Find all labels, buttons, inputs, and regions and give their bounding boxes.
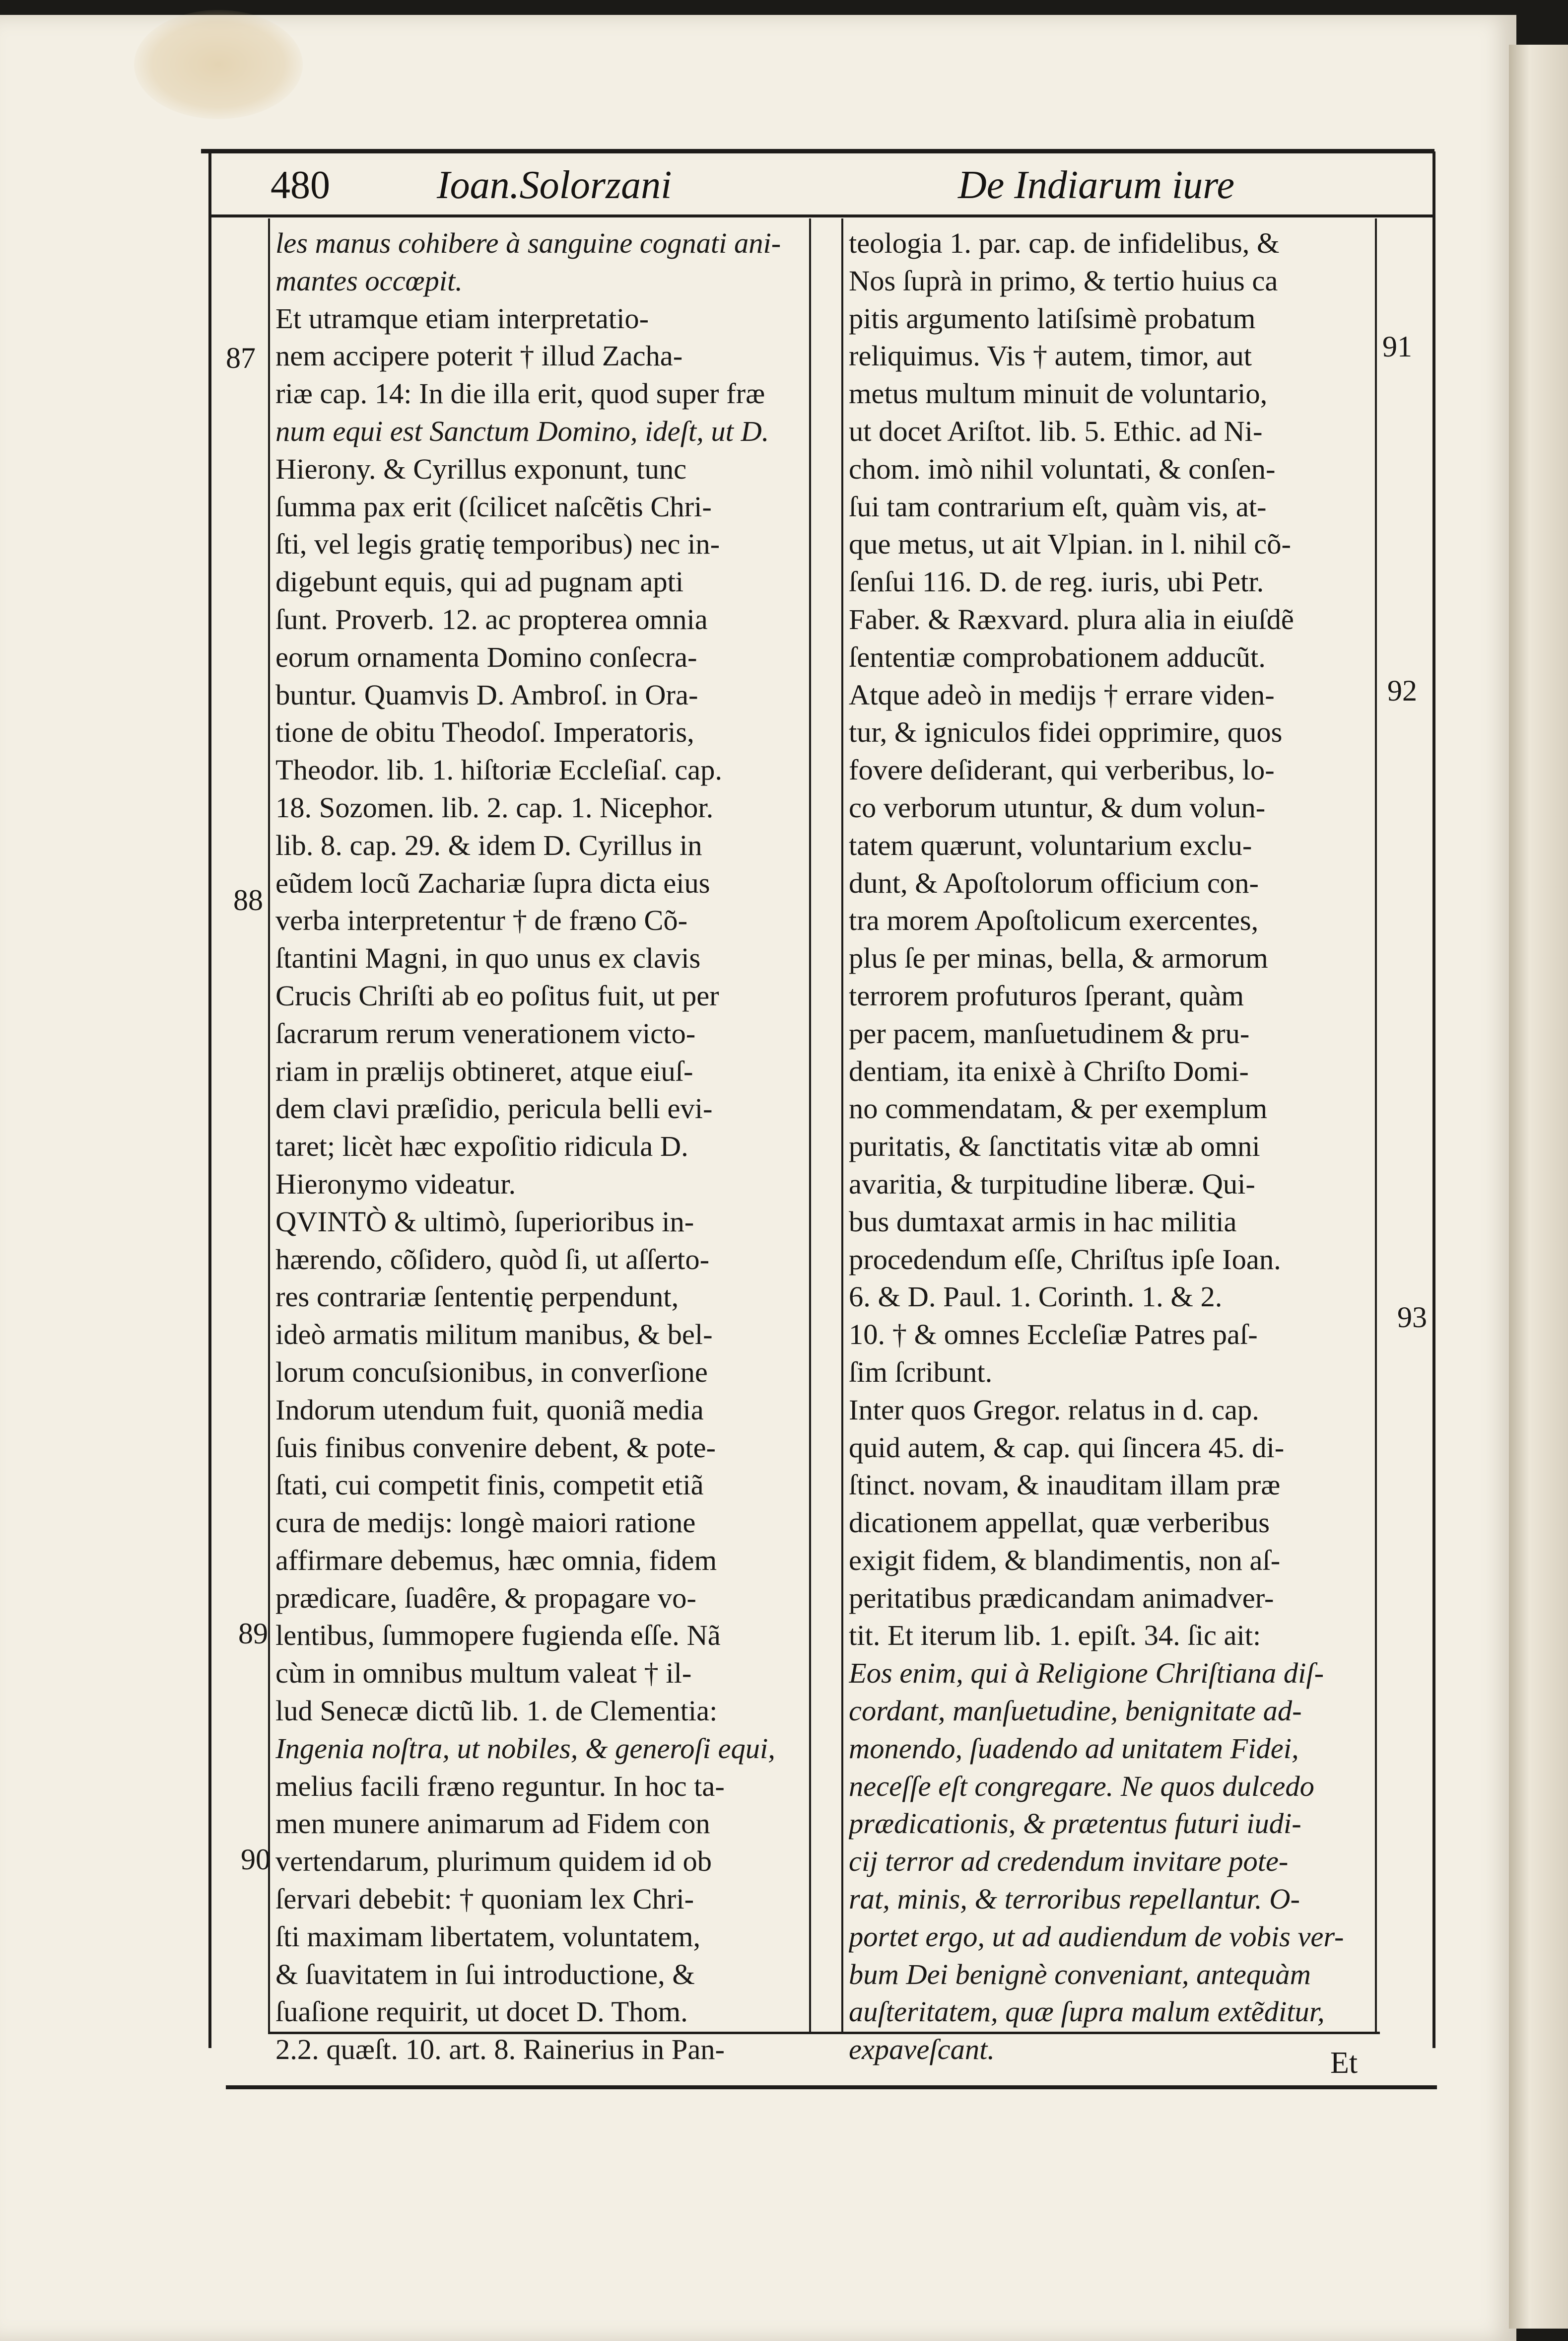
left-column-line: Hieronymo videatur.	[275, 1167, 516, 1200]
right-column-line: procedendum eſſe, Chriſtus ipſe Ioan.	[849, 1243, 1281, 1276]
right-column-line: ut docet Ariſtot. lib. 5. Ethic. ad Ni-	[849, 415, 1263, 447]
water-stain	[134, 10, 303, 119]
left-column-line: men munere animarum ad Fidem con	[275, 1807, 710, 1840]
running-title: De Indiarum iure	[958, 163, 1234, 207]
bottom-rule	[226, 2085, 1437, 2089]
left-column-line: digebunt equis, qui ad pugnam apti	[275, 566, 684, 598]
right-column-line: puritatis, & ſanctitatis vitæ ab omni	[849, 1130, 1260, 1163]
left-column-line: ſti maximam libertatem, voluntatem,	[275, 1920, 701, 1953]
left-column-line: Indorum utendum fuit, quoniã media	[275, 1393, 704, 1426]
right-column-line: fovere deſiderant, qui verberibus, lo-	[849, 754, 1275, 786]
left-column-line: eorum ornamenta Domino conſecra-	[275, 640, 697, 673]
right-column-line: exigit fidem, & blandimentis, non aſ-	[849, 1544, 1281, 1576]
right-column-right-rule	[1375, 218, 1377, 2033]
left-column-line: lib. 8. cap. 29. & idem D. Cyrillus in	[275, 829, 702, 861]
right-column-line: ſententiæ comprobationem adducũt.	[849, 640, 1266, 673]
right-column-line: reliquimus. Vis † autem, timor, aut	[849, 340, 1252, 372]
margin-number-89: 89	[238, 1617, 268, 1650]
right-column-line: 6. & D. Paul. 1. Corinth. 1. & 2.	[849, 1280, 1223, 1313]
margin-number-88: 88	[233, 884, 263, 917]
margin-number-87: 87	[226, 342, 256, 374]
right-column-line: bus dumtaxat armis in hac militia	[849, 1205, 1237, 1238]
left-text-column	[275, 224, 807, 2068]
right-column-line: Faber. & Ræxvard. plura alia in eiuſdẽ	[849, 603, 1294, 636]
right-column-line: dentiam, ita enixè à Chriſto Domi-	[849, 1055, 1249, 1087]
left-column-line: QVINTÒ & ultimò, ſuperioribus in-	[275, 1205, 694, 1238]
right-column-line: rat, minis, & terroribus repellantur. O-	[849, 1883, 1300, 1915]
right-column-line: avaritia, & turpitudine liberæ. Qui-	[849, 1167, 1255, 1200]
right-column-line: tit. Et iterum lib. 1. epiſt. 34. ſic ait:	[849, 1619, 1261, 1652]
left-column-line: ſervari debebit: † quoniam lex Chri-	[275, 1883, 694, 1915]
right-column-line: co verborum utuntur, & dum volun-	[849, 791, 1266, 824]
right-column-line: tatem quærunt, voluntarium exclu-	[849, 829, 1252, 861]
right-column-line: terrorem profuturos ſperant, quàm	[849, 979, 1244, 1012]
left-column-line: eũdem locũ Zachariæ ſupra dicta eius	[275, 866, 710, 899]
right-column-line: bum Dei benignè conveniant, antequàm	[849, 1958, 1311, 1990]
left-column-line: num equi est Sanctum Domino, ideſt, ut D.	[275, 415, 769, 447]
left-column-line: lud Senecæ dictũ lib. 1. de Clementia:	[275, 1695, 718, 1727]
left-column-line: ſtati, cui competit finis, competit etiã	[275, 1469, 704, 1501]
right-column-line: expaveſcant.	[849, 2033, 995, 2066]
left-column-line: affirmare debemus, hæc omnia, fidem	[275, 1544, 717, 1576]
left-column-left-rule	[268, 218, 270, 2033]
left-column-line: ſunt. Proverb. 12. ac propterea omnia	[275, 603, 708, 636]
left-column-line: Hierony. & Cyrillus exponunt, tunc	[275, 452, 687, 485]
running-author: Ioan.Solorzani	[437, 163, 672, 207]
right-column-line: no commendatam, & per exemplum	[849, 1092, 1268, 1125]
right-column-line: ſtinct. novam, & inauditam illam præ	[849, 1469, 1281, 1501]
left-column-line: dem clavi præſidio, pericula belli evi-	[275, 1092, 713, 1125]
margin-number-90: 90	[241, 1843, 271, 1876]
right-column-line: portet ergo, ut ad audiendum de vobis ver-	[849, 1920, 1344, 1953]
left-column-line: & ſuavitatem in ſui introductione, &	[275, 1958, 695, 1990]
left-column-line: res contrariæ ſententię perpendunt,	[275, 1280, 679, 1313]
left-column-line: ſacrarum rerum venerationem victo-	[275, 1017, 696, 1050]
right-column-line: peritatibus prædicandam animadver-	[849, 1581, 1274, 1614]
left-column-line: ſuis finibus convenire debent, & pote-	[275, 1431, 716, 1464]
margin-number-91: 91	[1382, 330, 1412, 363]
left-column-line: tione de obitu Theodoſ. Imperatoris,	[275, 716, 694, 749]
right-column-line: plus ſe per minas, bella, & armorum	[849, 942, 1268, 975]
left-column-line: riam in prælijs obtineret, atque eiuſ-	[275, 1055, 693, 1087]
right-column-line: Nos ſuprà in primo, & tertio huius ca	[849, 264, 1278, 297]
right-column-line: ſui tam contrarium eſt, quàm vis, at-	[849, 490, 1267, 523]
right-column-line: que metus, ut ait Vlpian. in l. nihil cõ-	[849, 528, 1291, 561]
left-column-line: vertendarum, plurimum quidem id ob	[275, 1845, 712, 1878]
right-column-line: cij terror ad credendum invitare pote-	[849, 1845, 1289, 1878]
page-number: 480	[271, 163, 330, 207]
left-column-line: verba interpretentur † de fræno Cõ-	[275, 904, 688, 937]
left-column-line: Ingenia noſtra, ut nobiles, & generoſi equi,	[275, 1732, 775, 1765]
next-page-edge	[1509, 45, 1568, 2329]
left-column-line: Theodor. lib. 1. hiſtoriæ Eccleſiaſ. cap.	[275, 754, 723, 786]
right-column-line: Atque adeò in medijs † errare viden-	[849, 678, 1275, 711]
left-column-line: lorum concuſsionibus, in converſione	[275, 1355, 708, 1388]
catchword: Et	[1330, 2046, 1358, 2080]
left-column-right-rule	[809, 218, 811, 2033]
left-column-line: cùm in omnibus multum valeat † il-	[275, 1657, 692, 1690]
right-column-line: Inter quos Gregor. relatus in d. cap.	[849, 1393, 1259, 1426]
right-column-line: pitis argumento latiſsimè probatum	[849, 302, 1256, 335]
left-column-line: buntur. Quamvis D. Ambroſ. in Ora-	[275, 678, 698, 711]
left-column-line: mantes occœpit.	[275, 264, 463, 297]
left-column-line: Et utramque etiam interpretatio-	[275, 302, 649, 335]
left-column-line: les manus cohibere à sanguine cognati ani-	[275, 227, 781, 259]
right-column-line: tur, & igniculos fidei opprimire, quos	[849, 716, 1283, 749]
right-text-column	[849, 224, 1372, 2068]
right-column-line: teologia 1. par. cap. de infidelibus, &	[849, 227, 1280, 259]
left-column-line: hærendo, cõſidero, quòd ſi, ut aſſerto-	[275, 1243, 710, 1276]
right-column-left-rule	[841, 218, 843, 2033]
left-column-line: ſti, vel legis gratię temporibus) nec in-	[275, 528, 720, 561]
right-column-line: Eos enim, qui à Religione Chriſtiana diſ-	[849, 1657, 1324, 1690]
top-rule	[201, 149, 1434, 153]
left-column-line: lentibus, ſummopere fugienda eſſe. Nã	[275, 1619, 721, 1652]
right-column-line: cordant, manſuetudine, benignitate ad-	[849, 1695, 1302, 1727]
right-column-line: neceſſe eſt congregare. Ne quos dulcedo	[849, 1770, 1314, 1802]
left-column-line: ideò armatis militum manibus, & bel-	[275, 1318, 713, 1351]
left-column-line: ſuaſione requirit, ut docet D. Thom.	[275, 1995, 688, 2028]
left-column-line: cura de medijs: longè maiori ratione	[275, 1506, 696, 1539]
left-column-line: Crucis Chriſti ab eo poſitus fuit, ut per	[275, 979, 719, 1012]
right-column-line: tra morem Apoſtolicum exercentes,	[849, 904, 1259, 937]
right-column-line: dicationem appellat, quæ verberibus	[849, 1506, 1270, 1539]
left-column-line: melius facili fræno reguntur. In hoc ta-	[275, 1770, 725, 1802]
left-column-line: ſumma pax erit (ſcilicet naſcẽtis Chri-	[275, 490, 712, 523]
left-column-line: nem accipere poterit † illud Zacha-	[275, 340, 683, 372]
right-column-line: monendo, ſuadendo ad unitatem Fidei,	[849, 1732, 1299, 1765]
right-column-line: ſenſui 116. D. de reg. iuris, ubi Petr.	[849, 566, 1264, 598]
right-column-line: per pacem, manſuetudinem & pru-	[849, 1017, 1250, 1050]
right-column-line: metus multum minuit de voluntario,	[849, 377, 1268, 410]
right-column-line: dunt, & Apoſtolorum officium con-	[849, 866, 1259, 899]
margin-number-92: 92	[1387, 674, 1417, 707]
left-column-line: ſtantini Magni, in quo unus ex clavis	[275, 942, 701, 975]
left-column-line: riæ cap. 14: In die illa erit, quod super fræ	[275, 377, 765, 410]
right-column-line: auſteritatem, quæ ſupra malum extẽditur,	[849, 1995, 1325, 2028]
right-column-line: 10. † & omnes Eccleſiæ Patres paſ-	[849, 1318, 1258, 1351]
right-column-line: prædicationis, & prætentus futuri iudi-	[849, 1807, 1301, 1840]
left-column-line: 2.2. quæſt. 10. art. 8. Rainerius in Pan-	[275, 2033, 725, 2066]
left-column-line: 18. Sozomen. lib. 2. cap. 1. Nicephor.	[275, 791, 714, 824]
right-column-line: quid autem, & cap. qui ſincera 45. di-	[849, 1431, 1285, 1464]
header-rule	[208, 214, 1432, 217]
left-column-line: taret; licèt hæc expoſitio ridicula D.	[275, 1130, 688, 1163]
margin-number-93: 93	[1397, 1301, 1427, 1334]
right-column-line: ſim ſcribunt.	[849, 1355, 993, 1388]
right-column-line: chom. imò nihil voluntati, & conſen-	[849, 452, 1276, 485]
left-column-line: prædicare, ſuadêre, & propagare vo-	[275, 1581, 696, 1614]
